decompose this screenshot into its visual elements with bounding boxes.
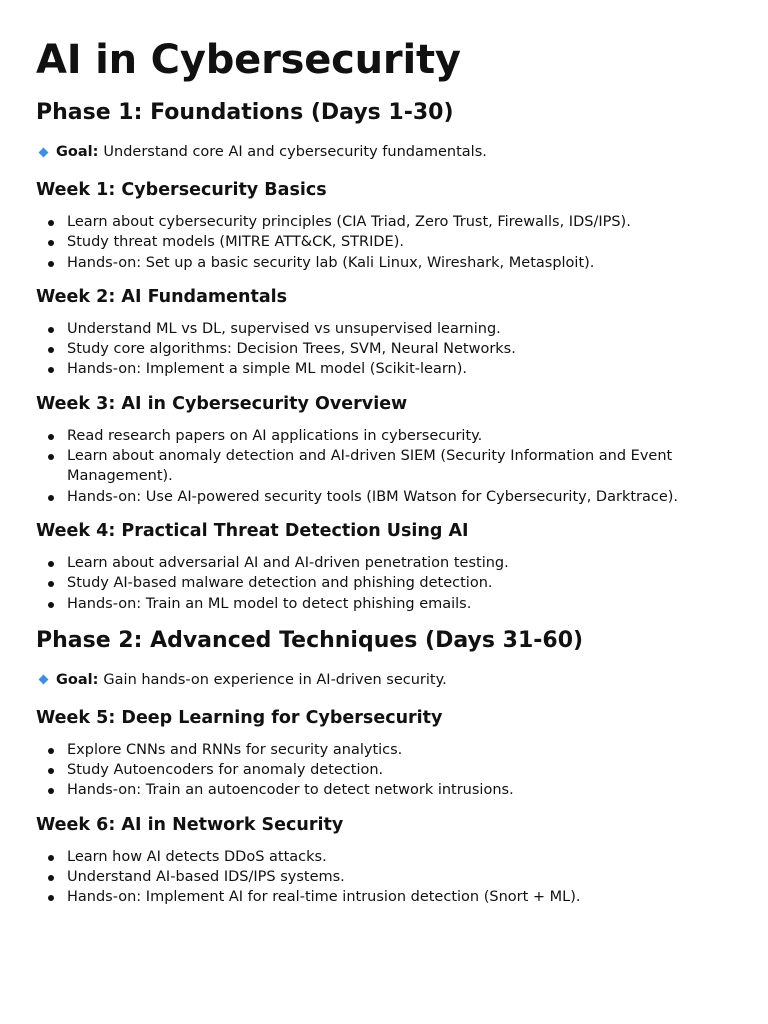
list-item: Learn about adversarial AI and AI-driven penetration testing. [36, 553, 732, 573]
week-list [36, 319, 732, 380]
list-item: Hands-on: Implement AI for real-time intrusion detection (Snort + ML). [36, 887, 732, 907]
phase-1 [36, 98, 732, 614]
week-heading: Week 6: AI in Network Security [36, 814, 344, 835]
phase-goal [36, 142, 732, 162]
page-title: AI in Cybersecurity [36, 37, 461, 83]
list-item: Read research papers on AI applications in cybersecurity. [36, 426, 732, 446]
list-item: Study AI-based malware detection and phishing detection. [36, 573, 732, 593]
list-item: Understand ML vs DL, supervised vs unsupervised learning. [36, 319, 732, 339]
phase-heading: Phase 1: Foundations (Days 1-30) [36, 100, 454, 125]
list-item: Study threat models (MITRE ATT&CK, STRIDE). [36, 232, 732, 252]
blue-diamond-icon [39, 147, 49, 157]
list-item: Hands-on: Implement a simple ML model (Scikit-learn). [36, 359, 732, 379]
phase-goal [36, 670, 732, 690]
list-item: Study Autoencoders for anomaly detection. [36, 760, 732, 780]
goal-text: Gain hands-on experience in AI-driven security. [103, 671, 447, 688]
phase-heading: Phase 2: Advanced Techniques (Days 31-60) [36, 627, 584, 653]
list-item: Hands-on: Use AI-powered security tools (IBM Watson for Cybersecurity, Darktrace). [36, 487, 732, 507]
list-item: Learn how AI detects DDoS attacks. [36, 847, 732, 867]
list-item: Hands-on: Set up a basic security lab (Kali Linux, Wireshark, Metasploit). [36, 253, 732, 273]
phase-2 [36, 626, 732, 908]
list-item: Study core algorithms: Decision Trees, SVM, Neural Networks. [36, 339, 732, 359]
list-item: Hands-on: Train an ML model to detect phishing emails. [36, 594, 732, 614]
week-heading: Week 1: Cybersecurity Basics [36, 180, 327, 200]
week-heading: Week 3: AI in Cybersecurity Overview [36, 393, 408, 414]
list-item: Explore CNNs and RNNs for security analytics. [36, 740, 732, 760]
week-list [36, 847, 732, 908]
blue-diamond-icon [39, 675, 49, 685]
week-heading: Week 4: Practical Threat Detection Using AI [36, 520, 469, 541]
list-item: Understand AI-based IDS/IPS systems. [36, 867, 732, 887]
week-list [36, 212, 732, 273]
week-heading: Week 5: Deep Learning for Cybersecurity [36, 707, 443, 728]
goal-label: Goal: [56, 144, 99, 160]
list-item: Learn about cybersecurity principles (CIA Triad, Zero Trust, Firewalls, IDS/IPS). [36, 212, 732, 232]
week-list [36, 740, 732, 801]
goal-label: Goal: [56, 671, 99, 688]
week-list [36, 426, 732, 507]
list-item: Hands-on: Train an autoencoder to detect network intrusions. [36, 780, 732, 800]
week-heading: Week 2: AI Fundamentals [36, 286, 288, 307]
goal-text: Understand core AI and cybersecurity fundamentals. [103, 144, 487, 160]
list-item: Learn about anomaly detection and AI-driven SIEM (Security Information and Event Management). [36, 446, 732, 487]
week-list [36, 553, 732, 614]
